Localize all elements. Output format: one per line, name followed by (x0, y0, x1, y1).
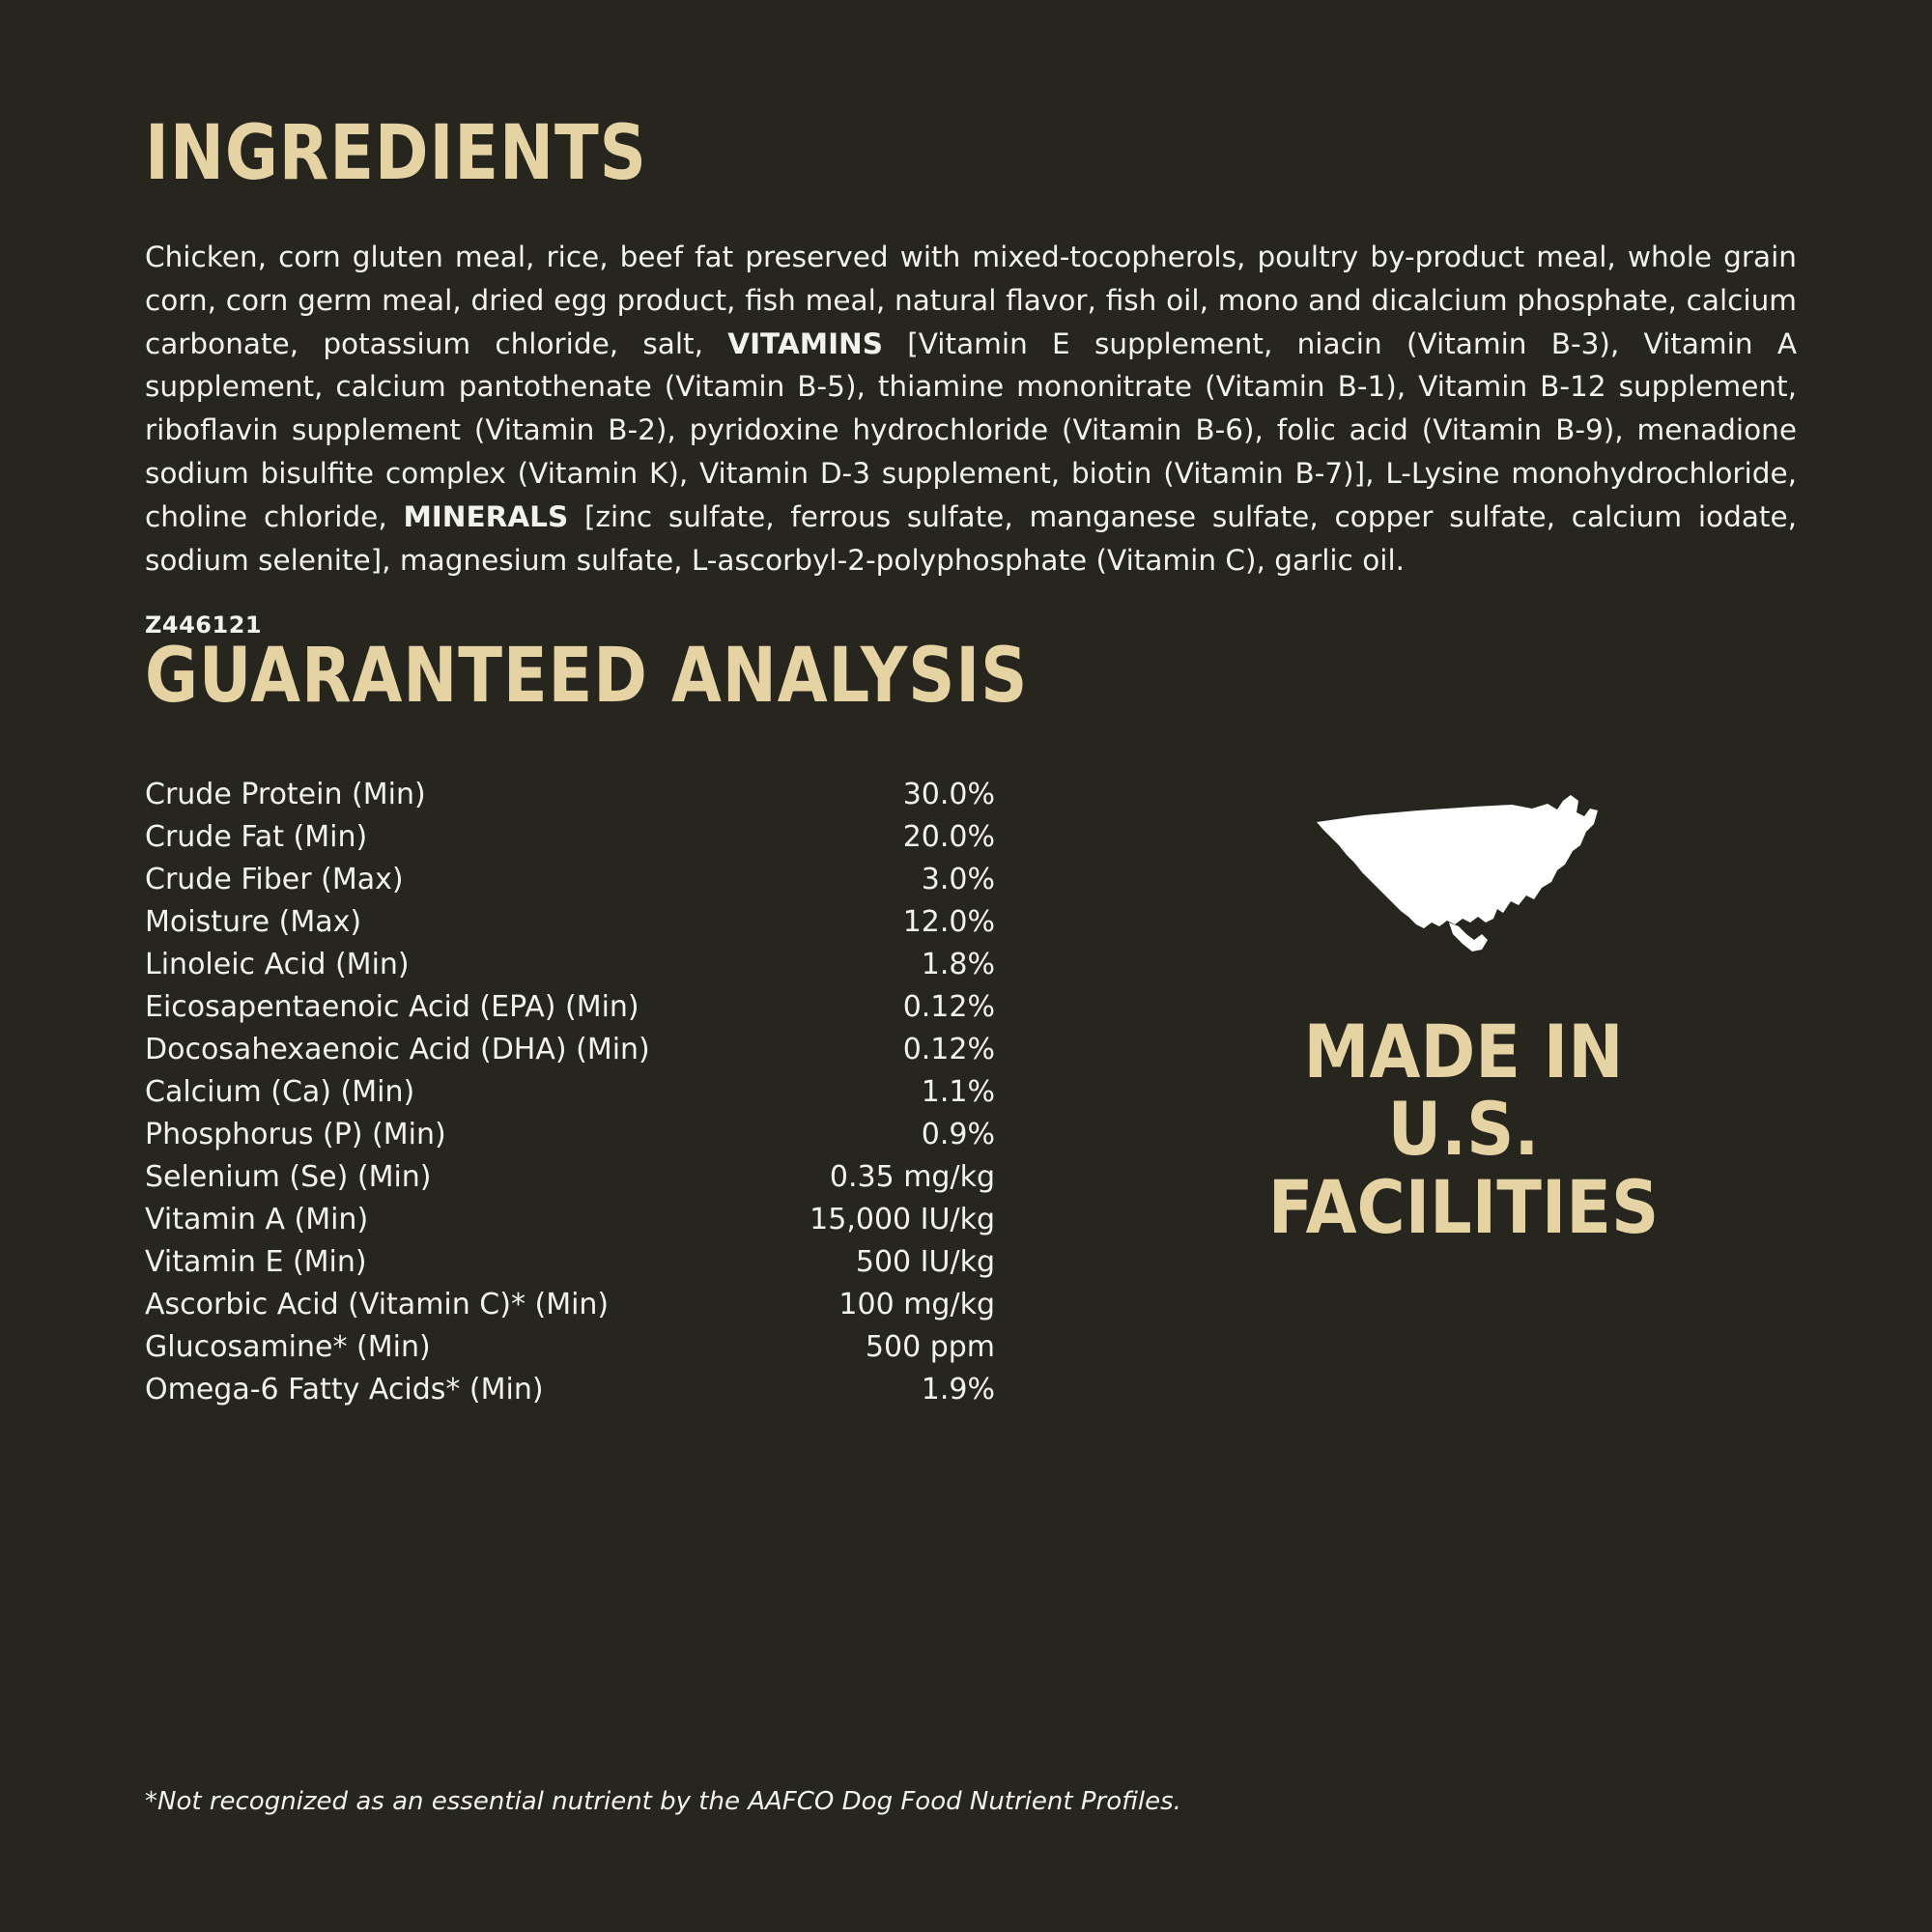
nutrient-value: 1.1% (921, 1074, 995, 1109)
nutrient-value: 1.9% (921, 1372, 995, 1406)
table-row (145, 905, 995, 948)
nutrient-label: Selenium (Se) (Min) (145, 1159, 432, 1194)
table-row (145, 990, 995, 1033)
nutrient-label: Crude Protein (Min) (145, 777, 426, 811)
nutrient-label: Vitamin A (Min) (145, 1202, 369, 1236)
ingredients-heading: INGREDIENTS (145, 110, 647, 197)
table-row (145, 1075, 995, 1118)
nutrient-value: 20.0% (902, 819, 995, 854)
table-row (145, 1160, 995, 1203)
nutrient-value: 0.12% (902, 989, 995, 1024)
nutrient-label: Glucosamine* (Min) (145, 1329, 431, 1364)
nutrient-label: Crude Fiber (Max) (145, 862, 404, 896)
table-row (145, 1330, 995, 1373)
nutrient-value: 30.0% (902, 777, 995, 811)
nutrient-value: 15,000 IU/kg (810, 1202, 995, 1236)
table-row (145, 1033, 995, 1075)
table-row (145, 1373, 995, 1415)
made-in-line-3: FACILITIES (1267, 1163, 1660, 1250)
made-in-us-badge (1236, 778, 1690, 1250)
nutrient-label: Ascorbic Acid (Vitamin C)* (Min) (145, 1287, 610, 1321)
nutrient-value: 12.0% (902, 904, 995, 939)
nutrient-value: 1.8% (921, 947, 995, 981)
table-row (145, 863, 995, 905)
made-in-line-2: U.S. (1387, 1086, 1540, 1173)
nutrient-label: Linoleic Acid (Min) (145, 947, 410, 981)
nutrient-value: 500 ppm (865, 1329, 995, 1364)
made-in-us-text (1260, 1008, 1668, 1250)
table-row (145, 778, 995, 820)
ingredients-text: Chicken, corn gluten meal, rice, beef fat preserved with mixed-tocopherols, poultry by-product meal, whole grain corn, corn germ meal, dried egg product, fish meal, natural flavor, fish oil, mono and dicalcium phosphate, calcium carbonate, potassium chloride, salt, VITAMINS [Vitamin E supplement, niacin (Vitamin B-3), Vitamin A supplement, calcium pantothenate (Vitamin B-5), thiamine mononitrate (Vitamin B-1), Vitamin B-12 supplement, riboflavin supplement (Vitamin B-2), pyridoxine hydrochloride (Vitamin B-6), folic acid (Vitamin B-9), menadione sodium bisulfite complex (Vitamin K), Vitamin D-3 supplement, biotin (Vitamin B-7)], L-Lysine monohydrochloride, choline chloride, MINERALS [zinc sulfate, ferrous sulfate, manganese sulfate, copper sulfate, calcium iodate, sodium selenite], magnesium sulfate, L-ascorbyl-2-polyphosphate (Vitamin C), garlic oil. (145, 241, 1797, 577)
table-row (145, 1118, 995, 1160)
made-in-line-1: MADE IN (1303, 1008, 1624, 1094)
ingredient-group-label: MINERALS (403, 499, 569, 533)
nutrient-label: Vitamin E (Min) (145, 1244, 367, 1279)
table-row (145, 948, 995, 990)
nutrient-value: 0.12% (902, 1032, 995, 1066)
nutrient-label: Crude Fat (Min) (145, 819, 368, 854)
nutrient-label: Eicosapentaenoic Acid (EPA) (Min) (145, 989, 639, 1024)
table-row (145, 1203, 995, 1245)
guaranteed-analysis-section (145, 778, 1787, 1415)
nutrient-value: 500 IU/kg (855, 1244, 995, 1279)
nutrient-label: Phosphorus (P) (Min) (145, 1117, 446, 1151)
nutrient-value: 0.9% (921, 1117, 995, 1151)
nutrient-label: Moisture (Max) (145, 904, 362, 939)
nutrient-value: 100 mg/kg (838, 1287, 995, 1321)
guaranteed-analysis-table (145, 778, 995, 1415)
table-row (145, 1245, 995, 1288)
guaranteed-analysis-heading: GUARANTEED ANALYSIS (145, 632, 1029, 720)
nutrient-label: Docosahexaenoic Acid (DHA) (Min) (145, 1032, 650, 1066)
usa-map-icon (1304, 787, 1623, 980)
ingredient-group-label: VITAMINS (727, 327, 883, 360)
nutrient-label: Omega-6 Fatty Acids* (Min) (145, 1372, 544, 1406)
table-row (145, 1288, 995, 1330)
footnote: *Not recognized as an essential nutrient by the AAFCO Dog Food Nutrient Profiles. (145, 1787, 1181, 1816)
nutrient-label: Calcium (Ca) (Min) (145, 1074, 415, 1109)
nutrient-value: 3.0% (921, 862, 995, 896)
product-code: Z446121 (145, 611, 263, 639)
nutrient-value: 0.35 mg/kg (829, 1159, 995, 1194)
table-row (145, 820, 995, 863)
